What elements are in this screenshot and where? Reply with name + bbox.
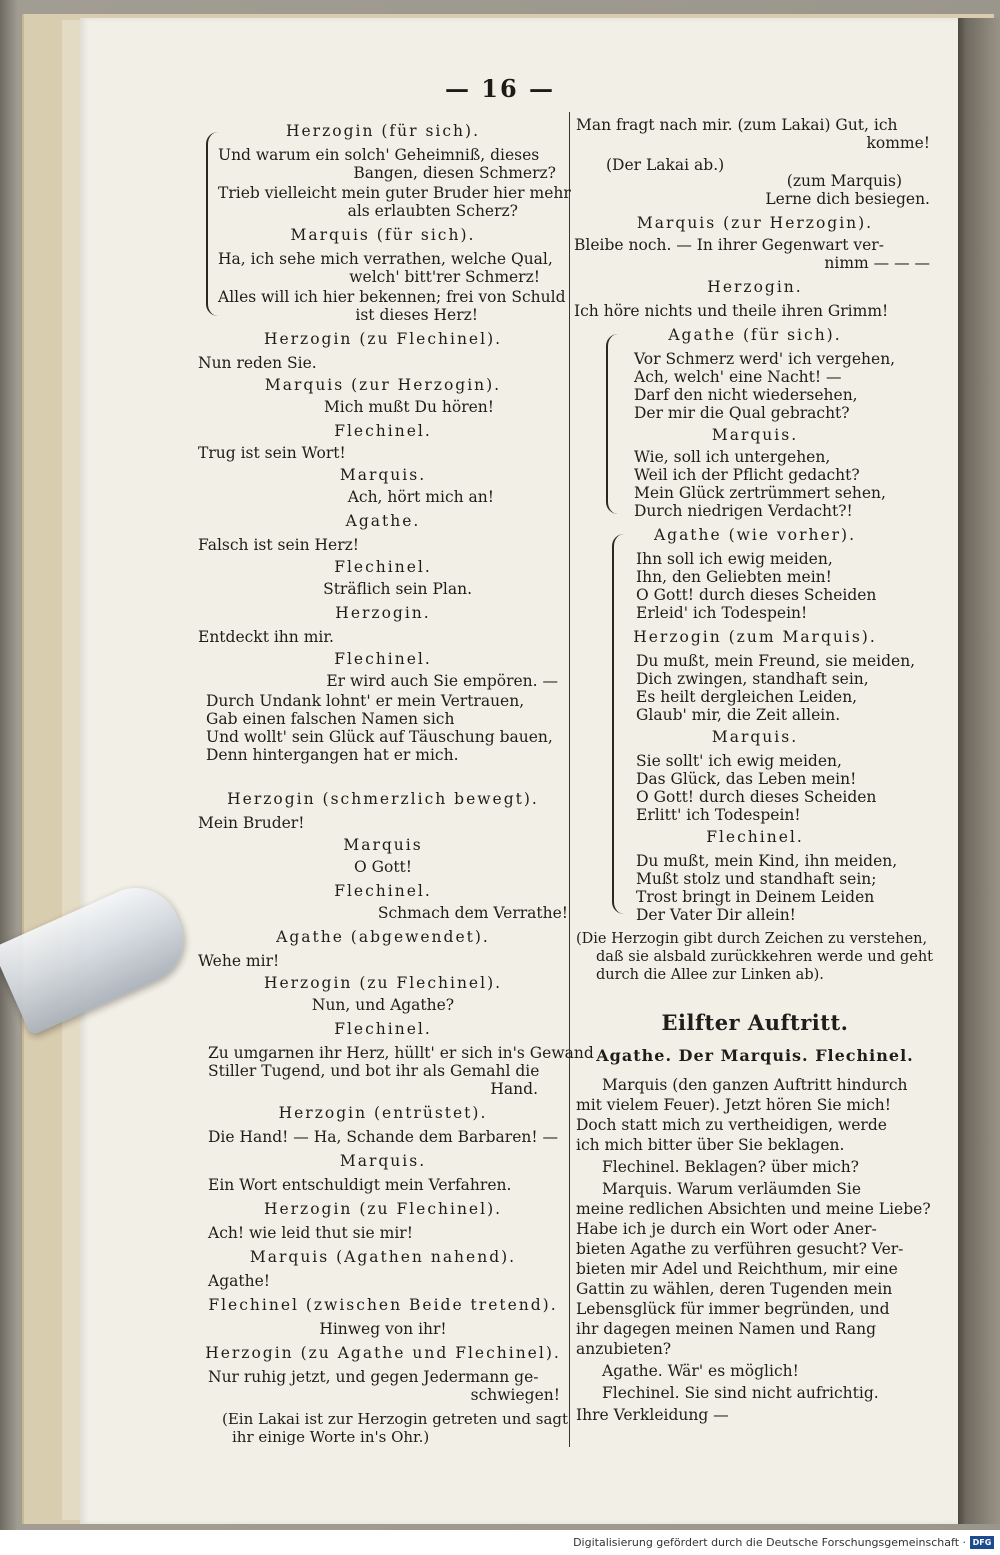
verse-line: Ach! wie leid thut sie mir! bbox=[208, 1224, 413, 1242]
speaker-line: Herzogin. bbox=[335, 604, 431, 622]
prose-line: Habe ich je durch ein Wort oder Aner- bbox=[576, 1220, 877, 1238]
speaker-line: Flechinel. bbox=[334, 1020, 432, 1038]
verse-line: Hinweg von ihr! bbox=[319, 1320, 447, 1338]
verse-line: Mich mußt Du hören! bbox=[323, 398, 494, 416]
verse-line: Das Glück, das Leben mein! bbox=[636, 770, 857, 788]
speaker-line: Marquis (zur Herzogin). bbox=[636, 214, 874, 232]
verse-line: Schmach dem Verrathe! bbox=[377, 904, 568, 922]
speaker-line: Herzogin (schmerzlich bewegt). bbox=[227, 790, 539, 808]
verse-line: Ihn soll ich ewig meiden, bbox=[636, 550, 833, 568]
verse-line: Hand. bbox=[490, 1080, 538, 1098]
verse-line: Ihn, den Geliebten mein! bbox=[636, 568, 832, 586]
verse-line: Und warum ein solch' Geheimniß, dieses bbox=[218, 146, 540, 164]
page-gutter-shadow bbox=[958, 18, 1000, 1524]
verse-line: Man fragt nach mir. (zum Lakai) Gut, ich bbox=[576, 116, 898, 134]
verse-line: nimm — — — bbox=[824, 254, 930, 272]
verse-line: Es heilt dergleichen Leiden, bbox=[636, 688, 858, 706]
verse-line: Durch niedrigen Verdacht?! bbox=[634, 502, 853, 520]
speaker-line: Flechinel. bbox=[706, 828, 804, 846]
prose-line: ihr dagegen meinen Namen und Rang bbox=[576, 1320, 877, 1338]
prose-line: anzubieten? bbox=[576, 1340, 672, 1358]
funding-credit: Digitalisierung gefördert durch die Deutsche Forschungsgemeinschaft · bbox=[573, 1536, 966, 1549]
speaker-line: Agathe (abgewendet). bbox=[276, 928, 490, 946]
verse-line: Ein Wort entschuldigt mein Verfahren. bbox=[208, 1176, 512, 1194]
verse-line: Mein Bruder! bbox=[198, 814, 305, 832]
verse-line: Alles will ich hier bekennen; frei von Schuld bbox=[218, 288, 566, 306]
stage-direction: (Ein Lakai ist zur Herzogin getreten und sagt bbox=[222, 1410, 569, 1428]
verse-line: Du mußt, mein Kind, ihn meiden, bbox=[636, 852, 898, 870]
speaker-line: Herzogin (zu Flechinel). bbox=[263, 974, 503, 992]
stage-direction: (Der Lakai ab.) bbox=[606, 156, 725, 174]
verse-line: Wie, soll ich untergehen, bbox=[634, 448, 831, 466]
verse-line: Du mußt, mein Freund, sie meiden, bbox=[636, 652, 916, 670]
stage-direction: daß sie alsbald zurückkehren werde und geht bbox=[596, 949, 933, 965]
verse-line: Der Vater Dir allein! bbox=[636, 906, 796, 924]
prose-line: Flechinel. Sie sind nicht aufrichtig. bbox=[602, 1384, 879, 1402]
speaker-line: Herzogin (zum Marquis). bbox=[633, 628, 877, 646]
speaker-line: Herzogin (zu Flechinel). bbox=[263, 1200, 503, 1218]
verse-line: Dich zwingen, standhaft sein, bbox=[636, 670, 869, 688]
stage-direction: ihr einige Worte in's Ohr.) bbox=[232, 1428, 430, 1446]
verse-line: Erlitt' ich Todespein! bbox=[636, 806, 801, 824]
verse-line: Sträflich sein Plan. bbox=[323, 580, 472, 598]
speaker-line: Herzogin (zu Agathe und Flechinel). bbox=[205, 1344, 561, 1362]
verse-line: Trieb vielleicht mein guter Bruder hier mehr bbox=[218, 184, 571, 202]
verse-line: Erleid' ich Todespein! bbox=[636, 604, 808, 622]
speaker-line: Marquis. bbox=[339, 466, 427, 484]
verse-line: Denn hintergangen hat er mich. bbox=[206, 746, 459, 764]
verse-line: Stiller Tugend, und bot ihr als Gemahl die bbox=[208, 1062, 540, 1080]
verse-line: Ich höre nichts und theile ihren Grimm! bbox=[574, 302, 889, 320]
verse-line: Die Hand! — Ha, Schande dem Barbaren! — bbox=[208, 1128, 559, 1146]
speaker-line: Herzogin (für sich). bbox=[285, 122, 481, 140]
speaker-line: Marquis. bbox=[339, 1152, 427, 1170]
prose-line: Agathe. Wär' es möglich! bbox=[602, 1362, 799, 1380]
verse-line: Entdeckt ihn mir. bbox=[198, 628, 334, 646]
prose-line: ich mich bitter über Sie beklagen. bbox=[576, 1136, 845, 1154]
verse-line: welch' bitt'rer Schmerz! bbox=[349, 268, 540, 286]
verse-line: schwiegen! bbox=[470, 1386, 560, 1404]
verse-line: O Gott! bbox=[353, 858, 413, 876]
verse-line: O Gott! durch dieses Scheiden bbox=[636, 788, 877, 806]
speaker-line: Flechinel (zwischen Beide tretend). bbox=[208, 1296, 558, 1314]
verse-line: Er wird auch Sie empören. — bbox=[326, 672, 558, 690]
dfg-logo: DFG bbox=[970, 1536, 994, 1549]
speaker-line: Agathe. bbox=[345, 512, 421, 530]
verse-line: Und wollt' sein Glück auf Täuschung bauen, bbox=[206, 728, 553, 746]
verse-line: Wehe mir! bbox=[198, 952, 280, 970]
verse-line: Bleibe noch. — In ihrer Gegenwart ver- bbox=[574, 236, 884, 254]
verse-line: Trug ist sein Wort! bbox=[198, 444, 346, 462]
verse-line: Bangen, diesen Schmerz? bbox=[353, 164, 556, 182]
speaker-line: Flechinel. bbox=[334, 882, 432, 900]
prose-line: Ihre Verkleidung — bbox=[576, 1406, 729, 1424]
verse-line: komme! bbox=[866, 134, 930, 152]
verse-line: O Gott! durch dieses Scheiden bbox=[636, 586, 877, 604]
prose-line: meine redlichen Absichten und meine Liebe? bbox=[576, 1200, 931, 1218]
verse-line: Mußt stolz und standhaft sein; bbox=[636, 870, 877, 888]
page-number: — 16 — bbox=[444, 74, 556, 103]
verse-line: Agathe! bbox=[208, 1272, 270, 1290]
verse-line: Falsch ist sein Herz! bbox=[198, 536, 360, 554]
verse-line: Ach, hört mich an! bbox=[347, 488, 494, 506]
verse-line: Sie sollt' ich ewig meiden, bbox=[636, 752, 842, 770]
verse-line: Glaub' mir, die Zeit allein. bbox=[636, 706, 841, 724]
speaker-line: Marquis (zur Herzogin). bbox=[264, 376, 502, 394]
verse-line: Durch Undank lohnt' er mein Vertrauen, bbox=[206, 692, 525, 710]
stage-direction: (zum Marquis) bbox=[786, 172, 902, 190]
speaker-line: Marquis. bbox=[711, 728, 799, 746]
verse-line: Weil ich der Pflicht gedacht? bbox=[634, 466, 860, 484]
speaker-line: Agathe (wie vorher). bbox=[653, 526, 857, 544]
speaker-line: Flechinel. bbox=[334, 422, 432, 440]
scene-heading: Eilfter Auftritt. bbox=[661, 1010, 849, 1035]
verse-line: Nur ruhig jetzt, und gegen Jedermann ge- bbox=[208, 1368, 539, 1386]
verse-line: Trost bringt in Deinem Leiden bbox=[636, 888, 875, 906]
prose-line: Marquis (den ganzen Auftritt hindurch bbox=[602, 1076, 908, 1094]
verse-line: Lerne dich besiegen. bbox=[765, 190, 930, 208]
verse-line: Darf den nicht wiedersehen, bbox=[634, 386, 858, 404]
stage-direction: durch die Allee zur Linken ab). bbox=[596, 967, 824, 983]
prose-line: Lebensglück für immer begründen, und bbox=[576, 1300, 890, 1318]
scene-cast: Agathe. Der Marquis. Flechinel. bbox=[596, 1046, 914, 1065]
prose-line: Doch statt mich zu vertheidigen, werde bbox=[576, 1116, 887, 1134]
verse-line: Zu umgarnen ihr Herz, hüllt' er sich in's Gewand bbox=[208, 1044, 594, 1062]
verse-line: als erlaubten Scherz? bbox=[347, 202, 518, 220]
column-divider bbox=[569, 112, 570, 1447]
speaker-line: Herzogin (entrüstet). bbox=[278, 1104, 488, 1122]
speaker-line: Marquis. bbox=[711, 426, 799, 444]
verse-line: Ha, ich sehe mich verrathen, welche Qual, bbox=[218, 250, 553, 268]
speaker-line: Herzogin (zu Flechinel). bbox=[263, 330, 503, 348]
prose-line: mit vielem Feuer). Jetzt hören Sie mich! bbox=[576, 1096, 891, 1114]
verse-line: Gab einen falschen Namen sich bbox=[206, 710, 455, 728]
verse-line: Vor Schmerz werd' ich vergehen, bbox=[634, 350, 896, 368]
prose-line: bieten mir Adel und Reichthum, mir eine bbox=[576, 1260, 898, 1278]
verse-line: Mein Glück zertrümmert sehen, bbox=[634, 484, 886, 502]
speaker-line: Marquis bbox=[343, 836, 423, 854]
prose-line: Marquis. Warum verläumden Sie bbox=[602, 1180, 862, 1198]
speaker-line: Flechinel. bbox=[334, 558, 432, 576]
stage-direction: (Die Herzogin gibt durch Zeichen zu verstehen, bbox=[576, 931, 928, 947]
verse-line: Nun, und Agathe? bbox=[311, 996, 455, 1014]
verse-line: ist dieses Herz! bbox=[355, 306, 478, 324]
speaker-line: Marquis (Agathen nahend). bbox=[249, 1248, 517, 1266]
verse-line: Der mir die Qual gebracht? bbox=[634, 404, 850, 422]
speaker-line: Marquis (für sich). bbox=[290, 226, 476, 244]
footer-bar bbox=[0, 1530, 1000, 1555]
prose-line: Gattin zu wählen, deren Tugenden mein bbox=[576, 1280, 893, 1298]
speaker-line: Agathe (für sich). bbox=[668, 326, 842, 344]
prose-line: bieten Agathe zu verführen gesucht? Ver- bbox=[576, 1240, 904, 1258]
verse-line: Nun reden Sie. bbox=[198, 354, 317, 372]
speaker-line: Flechinel. bbox=[334, 650, 432, 668]
speaker-line: Herzogin. bbox=[707, 278, 803, 296]
prose-line: Flechinel. Beklagen? über mich? bbox=[602, 1158, 859, 1176]
verse-line: Ach, welch' eine Nacht! — bbox=[634, 368, 842, 386]
